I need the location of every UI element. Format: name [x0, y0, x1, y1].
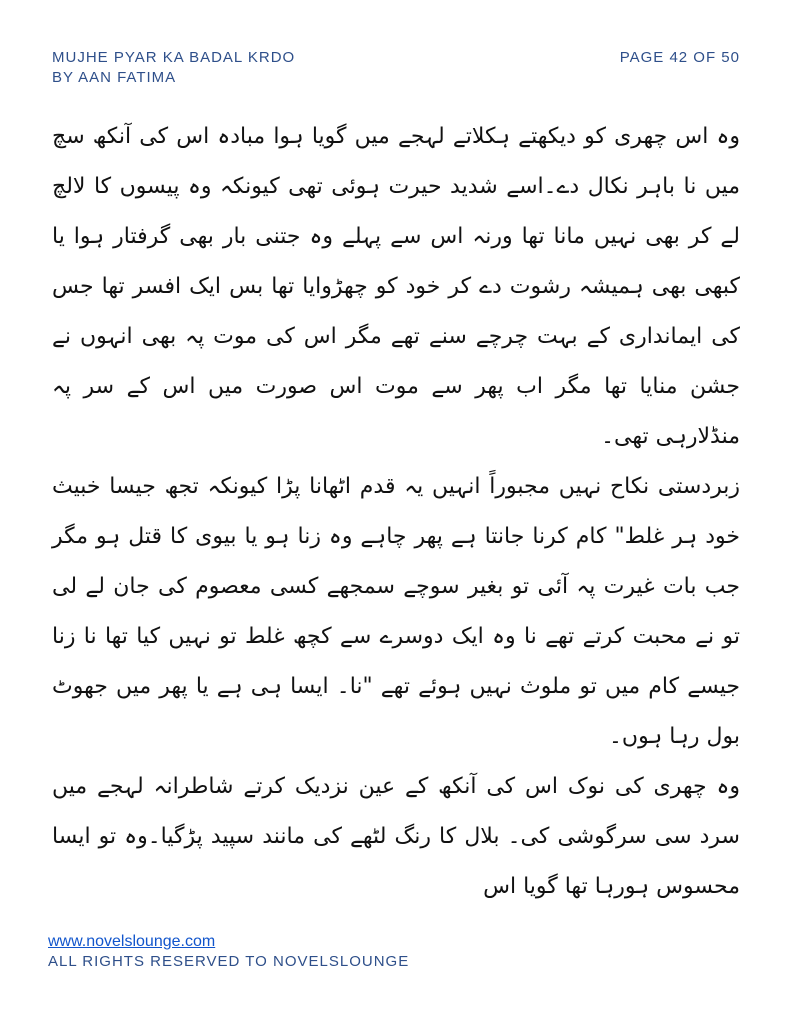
rights-notice: ALL RIGHTS RESERVED TO NOVELSLOUNGE	[48, 953, 410, 970]
paragraph-3: وہ چھری کی نوک اس کی آنکھ کے عین نزدیک کرتے شاطرانہ لہجے میں سرد سی سرگوشی کی۔ بلال کا رنگ لٹھے کی مانند سپید پڑگیا۔وہ تو ایسا محسوس ہورہا تھا گویا اس	[52, 774, 740, 899]
paragraph-1: وہ اس چھری کو دیکھتے ہکلاتے لہجے میں گویا ہوا مبادہ اس کی آنکھ سچ میں نا باہر نکال دے۔اسے شدید حیرت ہوئی تھی کیونکہ وہ پیسوں کا لالچ لے کر بھی نہیں مانا تھا ورنہ اس سے پہلے وہ جتنی بار بھی گرفتار ہوا یا کبھی بھی ہمیشہ رشوت دے کر خود کو چھڑوایا تھا بس ایک افسر تھا جس کی ایمانداری کے بہت چرچے سنے تھے مگر اس کی موت پہ بھی انہوں نے جشن منایا تھا مگر اب پھر سے موت اس صورت میں اس کے سر پہ منڈلارہی تھی۔	[52, 124, 740, 449]
novel-title: MUJHE PYAR KA BADAL KRDO	[52, 49, 296, 66]
paragraph-2: زبردستی نکاح نہیں مجبوراً انہیں یہ قدم اٹھانا پڑا کیونکہ تجھ جیسا خبیث خود ہر غلط" کام کرنا جانتا ہے پھر چاہے وہ زنا ہو یا بیوی کا قتل ہو مگر جب بات غیرت پہ آئی تو بغیر سوچے سمجھے کسی معصوم کی جان لے لی تو نے محبت کرتے تھے نا وہ ایک دوسرے سے کچھ غلط تو نہیں کیا تھا نا زنا جیسے کام میں تو ملوث نہیں ہوئے تھے "نا۔ ایسا ہی ہے یا پھر میں جھوٹ بول رہا ہوں۔	[52, 474, 740, 749]
page-footer	[48, 932, 409, 972]
author-line: BY AAN FATIMA	[52, 69, 177, 86]
page-header	[52, 48, 740, 88]
story-body	[52, 112, 740, 912]
header-left	[52, 48, 295, 88]
website-link[interactable]: www.novelslounge.com	[48, 933, 216, 950]
page-number: PAGE 42 OF 50	[619, 49, 740, 66]
